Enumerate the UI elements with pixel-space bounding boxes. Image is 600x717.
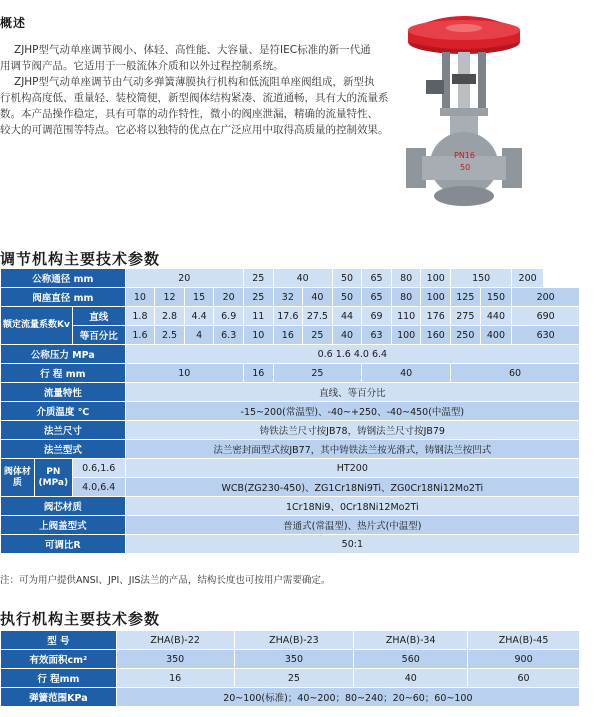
table-cell: 200 xyxy=(512,288,580,307)
table-row xyxy=(1,326,580,345)
table-cell: ZHA(B)-45 xyxy=(468,631,580,650)
flow-char-label: 流量特性 xyxy=(1,383,126,402)
table-cell: 25 xyxy=(273,364,362,383)
stroke-label: 行 程mm xyxy=(1,669,117,688)
table-row xyxy=(1,650,580,669)
valve-image xyxy=(396,8,528,214)
table-cell: 40 xyxy=(303,288,333,307)
table-cell: 法兰密封面型式按JB77，其中铸铁法兰按光滑式，铸钢法兰按凹式 xyxy=(125,440,579,459)
table-row xyxy=(1,364,580,383)
table-row xyxy=(1,345,580,364)
valve-drawing xyxy=(396,8,528,214)
table-cell: 65 xyxy=(362,288,392,307)
model-label: 型 号 xyxy=(1,631,117,650)
table-cell: 12 xyxy=(155,288,185,307)
table-row xyxy=(1,421,580,440)
table-cell: 40 xyxy=(332,326,362,345)
body-material-label: 阀体材质 xyxy=(1,459,35,497)
valve-marking-dn: 50 xyxy=(460,163,471,172)
table-row xyxy=(1,459,580,478)
table-cell: 16 xyxy=(243,364,273,383)
table-cell: 0.6 1.6 4.0 6.4 xyxy=(125,345,579,364)
table-row xyxy=(1,402,580,421)
table-cell: 60 xyxy=(451,364,580,383)
dn-label: 公称通径 mm xyxy=(1,269,126,288)
table-cell: 125 xyxy=(451,288,481,307)
table-cell: -15~200(常温型)、-40~+250、-40~450(中温型) xyxy=(125,402,579,421)
table-cell: 25 xyxy=(243,288,273,307)
table-cell: 560 xyxy=(354,650,468,669)
intro-line: 较大的可调范围等特点。它必将以独特的优点在广泛应用中取得高质量的控制效果。 xyxy=(0,124,389,136)
intro-line: ZJHP型气动单座调节由气动多弹簧薄膜执行机构和低流阻单座阀组成，新型执 xyxy=(14,76,375,88)
table-row xyxy=(1,631,580,650)
table-cell: 40 xyxy=(362,364,451,383)
table-cell: 63 xyxy=(362,326,392,345)
table-cell: 4.4 xyxy=(184,307,214,326)
table-row xyxy=(1,669,580,688)
kv-eq-label: 等百分比 xyxy=(72,326,125,345)
table-cell: 20 xyxy=(125,269,243,288)
stroke-label: 行 程 mm xyxy=(1,364,126,383)
table-cell: 400 xyxy=(480,326,512,345)
table-cell: 80 xyxy=(391,269,421,288)
table-cell: WCB(ZG230-450)、ZG1Cr18Ni9Ti、ZG0Cr18Ni12Mo2Ti xyxy=(125,478,579,497)
table-cell: 4.0,6.4 xyxy=(72,478,125,497)
table-cell: 10 xyxy=(125,288,155,307)
table-cell: 铸铁法兰尺寸按JB78，铸钢法兰尺寸按JB79 xyxy=(125,421,579,440)
intro-line: 数。本产品操作稳定，具有可靠的动作特性，微小的阀座泄漏，精确的流量特性、 xyxy=(0,108,378,120)
intro-text xyxy=(0,42,400,138)
table1-title: 调节机构主要技术参数 xyxy=(0,250,161,268)
intro-line: 行机构高度低、重量轻、装校简便，新型阀体结构紧凑、流道通畅，具有大的流量系 xyxy=(0,92,389,104)
table-cell: 6.9 xyxy=(214,307,244,326)
temp-label: 介质温度 ℃ xyxy=(1,402,126,421)
kv-linear-label: 直线 xyxy=(72,307,125,326)
bonnet-label: 上阀盖型式 xyxy=(1,516,126,535)
seat-label: 阀座直径 mm xyxy=(1,288,126,307)
table-cell: ZHA(B)-22 xyxy=(116,631,234,650)
table-row xyxy=(1,269,580,288)
table-cell: 1.8 xyxy=(125,307,155,326)
table-cell: 150 xyxy=(451,269,512,288)
table-cell: 200 xyxy=(512,269,544,288)
table-cell: 350 xyxy=(234,650,354,669)
table-cell: 100 xyxy=(391,326,421,345)
table-cell: 20 xyxy=(214,288,244,307)
table-row xyxy=(1,383,580,402)
table-row xyxy=(1,497,580,516)
table2-title: 执行机构主要技术参数 xyxy=(0,610,161,628)
spring-label: 弹簧范围KPa xyxy=(1,688,117,707)
table-row xyxy=(1,288,580,307)
table-cell: 630 xyxy=(512,326,580,345)
pressure-label: 公称压力 MPa xyxy=(1,345,126,364)
table-row xyxy=(1,440,580,459)
intro-line: ZJHP型气动单座调节阀小、体轻、高性能、大容量、是符IEC标准的新一代通 xyxy=(14,44,371,56)
valve-marking-pn: PN16 xyxy=(454,151,475,160)
table-cell: 15 xyxy=(184,288,214,307)
table-row xyxy=(1,535,580,554)
table-row xyxy=(1,516,580,535)
table-cell: 110 xyxy=(391,307,421,326)
table1-note: 注：可为用户提供ANSI、JPI、JIS法兰的产品，结构长度也可按用户需要确定。 xyxy=(0,575,331,586)
table-cell: 69 xyxy=(362,307,392,326)
table-cell: 44 xyxy=(332,307,362,326)
table-cell: 160 xyxy=(421,326,451,345)
table-cell: 1.6 xyxy=(125,326,155,345)
table-cell: 11 xyxy=(243,307,273,326)
table-row xyxy=(1,688,580,707)
table-cell: 4 xyxy=(184,326,214,345)
table-cell: ZHA(B)-34 xyxy=(354,631,468,650)
kv-label: 额定流量系数Kv xyxy=(1,307,73,345)
table-cell: 直线、等百分比 xyxy=(125,383,579,402)
table-cell: 690 xyxy=(512,307,580,326)
table-cell: 65 xyxy=(362,269,392,288)
table-cell: 900 xyxy=(468,650,580,669)
table-cell: 50 xyxy=(332,288,362,307)
table-cell: 普通式(常温型)、热片式(中温型) xyxy=(125,516,579,535)
table-cell: 2.8 xyxy=(155,307,185,326)
table-cell: 20~100(标准)；40~200；80~240；20~60；60~100 xyxy=(116,688,579,707)
table-cell: 6.3 xyxy=(214,326,244,345)
table-cell: 150 xyxy=(480,288,512,307)
table-cell: 32 xyxy=(273,288,303,307)
table-cell: 1Cr18Ni9、0Cr18Ni12Mo2Ti xyxy=(125,497,579,516)
table-cell: HT200 xyxy=(125,459,579,478)
table-cell: ZHA(B)-23 xyxy=(234,631,354,650)
table-cell: 10 xyxy=(243,326,273,345)
table-cell: 0.6,1.6 xyxy=(72,459,125,478)
area-label: 有效面积cm² xyxy=(1,650,117,669)
core-material-label: 阀芯材质 xyxy=(1,497,126,516)
table-cell: 176 xyxy=(421,307,451,326)
table-cell: 275 xyxy=(451,307,481,326)
table-cell: 25 xyxy=(243,269,273,288)
intro-line: 用调节阀产品。它适用于一般流体介质和以外过程控制系统。 xyxy=(0,60,284,72)
table-cell: 250 xyxy=(451,326,481,345)
flange-type-label: 法兰型式 xyxy=(1,440,126,459)
pn-label: PN (MPa) xyxy=(34,459,72,497)
table-cell: 50:1 xyxy=(125,535,579,554)
intro-title: 概述 xyxy=(0,16,27,30)
flange-size-label: 法兰尺寸 xyxy=(1,421,126,440)
table-cell: 40 xyxy=(273,269,332,288)
table-cell: 100 xyxy=(421,288,451,307)
table-cell: 80 xyxy=(391,288,421,307)
table-cell: 27.5 xyxy=(303,307,333,326)
table-cell: 25 xyxy=(234,669,354,688)
table-cell: 100 xyxy=(421,269,451,288)
valve-params-table xyxy=(0,268,580,554)
table-cell: 60 xyxy=(468,669,580,688)
table-cell: 50 xyxy=(332,269,362,288)
table-cell: 25 xyxy=(303,326,333,345)
table-cell: 2.5 xyxy=(155,326,185,345)
table-cell: 440 xyxy=(480,307,512,326)
actuator-params-table xyxy=(0,630,580,707)
table-cell: 17.6 xyxy=(273,307,303,326)
table-cell: 16 xyxy=(273,326,303,345)
table-cell: 10 xyxy=(125,364,243,383)
table-cell: 16 xyxy=(116,669,234,688)
table-cell: 40 xyxy=(354,669,468,688)
ratio-label: 可调比R xyxy=(1,535,126,554)
table-cell: 350 xyxy=(116,650,234,669)
table-row xyxy=(1,307,580,326)
table-row xyxy=(1,478,580,497)
